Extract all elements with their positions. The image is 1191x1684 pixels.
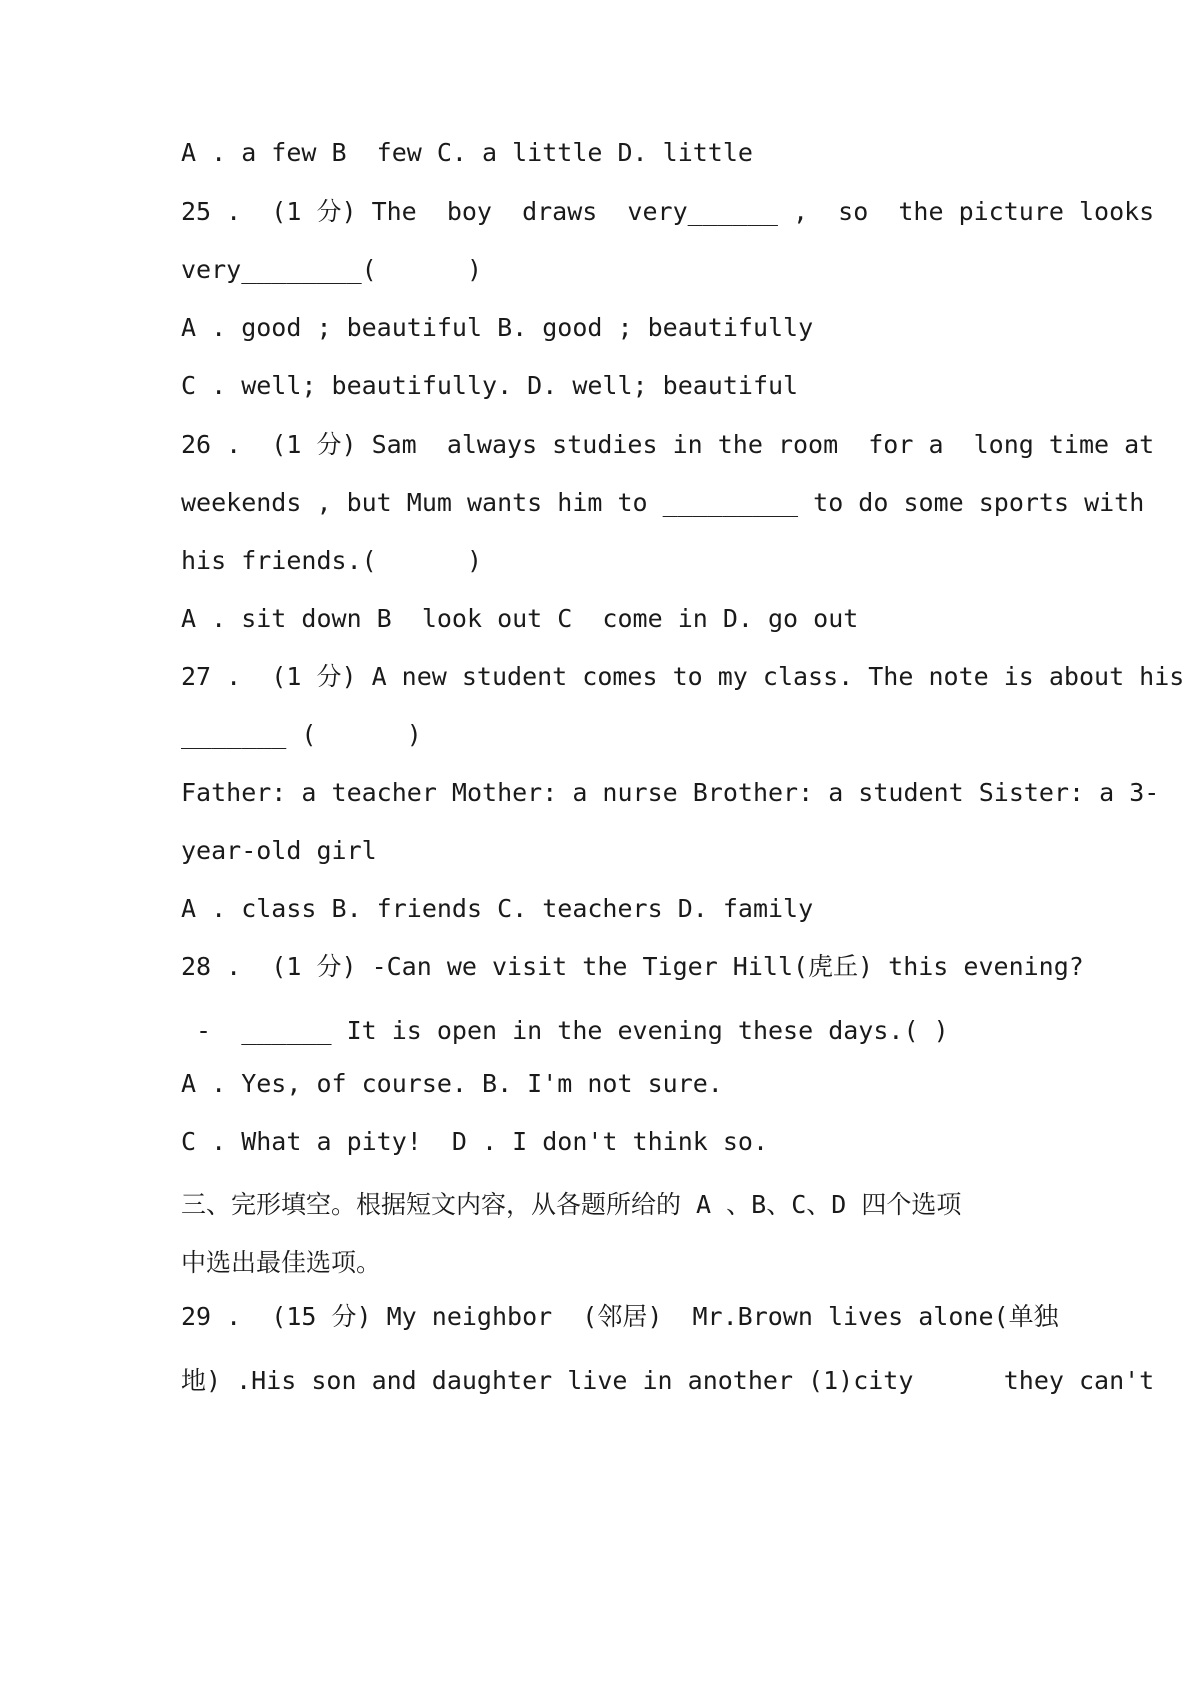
q29-passage: 29 . (15 分) My neighbor (邻居) Mr.Brown lives alone(单独: [181, 1302, 1059, 1331]
section-3-heading: 三、完形填空。根据短文内容，从各题所给的 A 、B、C、D 四个选项: [181, 1190, 962, 1219]
q25-options-cd: C . well; beautifully. D. well; beautiful: [181, 371, 799, 400]
q28-options-cd: C . What a pity! D . I don't think so.: [181, 1127, 768, 1156]
q25-stem: 25 . (1 分) The boy draws very______ , so the picture looks: [181, 197, 1155, 226]
q27-note: Father: a teacher Mother: a nurse Brother: a student Sister: a 3-: [181, 778, 1160, 807]
q27-note-cont: year-old girl: [181, 836, 377, 865]
q25-stem-cont: very________( ): [181, 255, 483, 284]
q26-stem: 26 . (1 分) Sam always studies in the room for a long time at: [181, 430, 1155, 459]
q25-options-ab: A . good ; beautiful B. good ; beautifully: [181, 313, 814, 342]
q28-stem: 28 . (1 分) -Can we visit the Tiger Hill(虎丘) this evening?: [181, 952, 1084, 981]
q26-stem-end: his friends.( ): [181, 546, 483, 575]
q26-options: A . sit down B look out C come in D. go out: [181, 604, 859, 633]
q26-stem-cont: weekends , but Mum wants him to _________ to do some sports with: [181, 488, 1145, 517]
q27-stem: 27 . (1 分) A new student comes to my class. The note is about his: [181, 662, 1185, 691]
q27-options: A . class B. friends C. teachers D. family: [181, 894, 814, 923]
q28-reply: - ______ It is open in the evening these days.( ): [181, 1016, 949, 1045]
q28-options-ab: A . Yes, of course. B. I'm not sure.: [181, 1069, 723, 1098]
q29-passage-cont: 地) .His son and daughter live in another (1)city they can't: [181, 1366, 1155, 1395]
q27-stem-cont: _______ ( ): [181, 720, 422, 749]
q24-options: A . a few B few C. a little D. little: [181, 138, 753, 167]
section-3-heading-cont: 中选出最佳选项。: [181, 1248, 382, 1277]
